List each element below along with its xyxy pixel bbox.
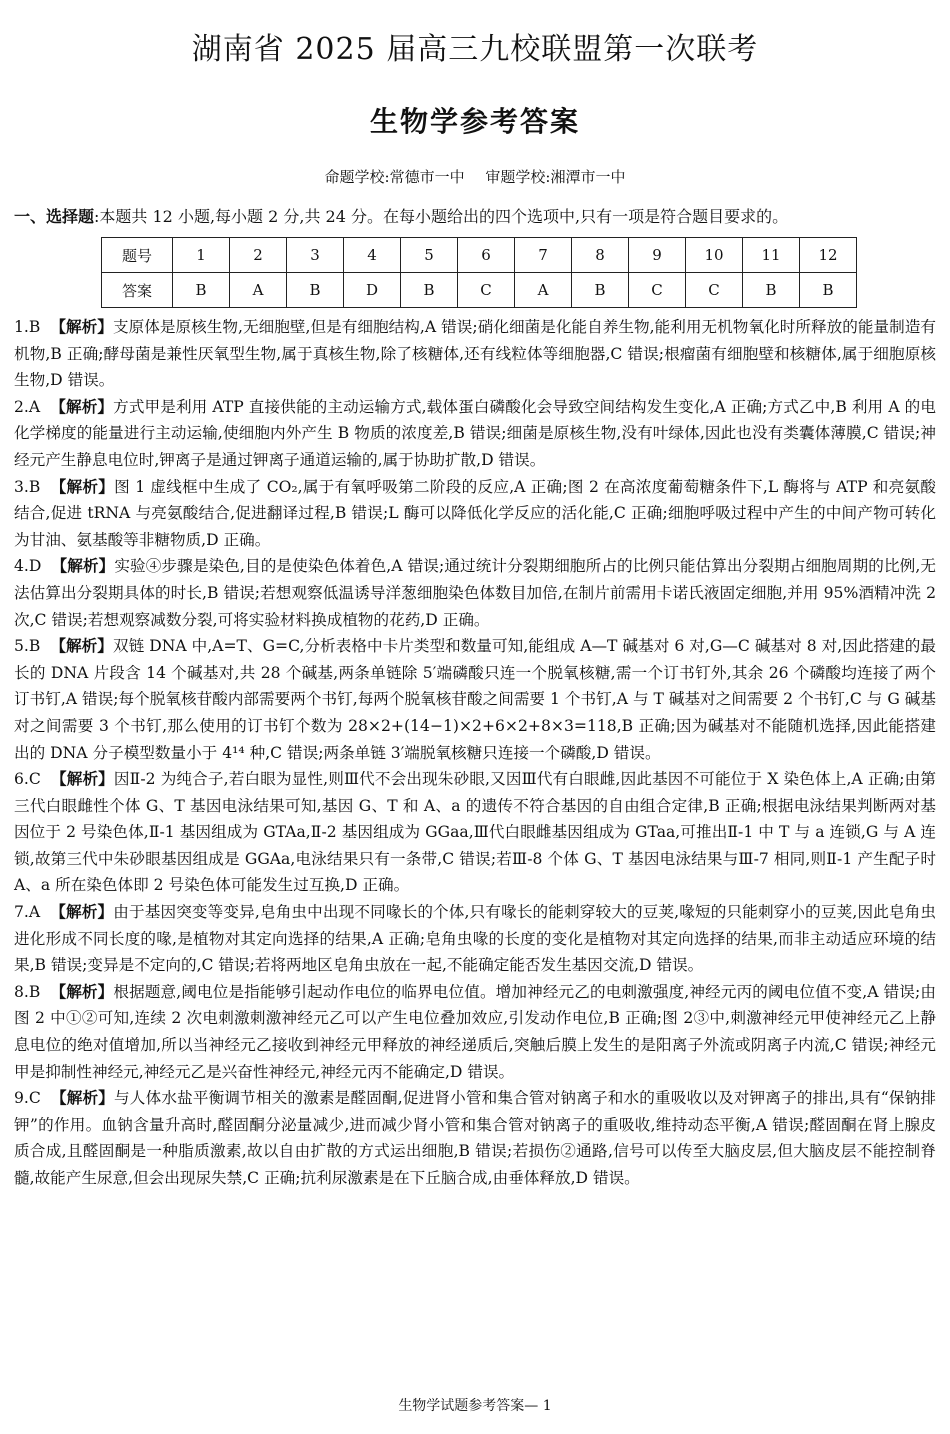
answer-letter: C bbox=[28, 770, 41, 789]
answer-value: C bbox=[686, 273, 743, 308]
answer-table-answer-row bbox=[102, 273, 857, 308]
analysis-tag: 【解析】 bbox=[50, 477, 115, 496]
answer-value: C bbox=[458, 273, 515, 308]
section-heading bbox=[14, 205, 788, 229]
answer-letter: A bbox=[28, 397, 41, 416]
question-number: 1 bbox=[173, 238, 230, 273]
question-label: 9. bbox=[14, 1089, 29, 1108]
question-label: 5. bbox=[14, 637, 29, 656]
analysis-tag: 【解析】 bbox=[50, 397, 114, 416]
question-number: 7 bbox=[515, 238, 572, 273]
answer-value: B bbox=[572, 273, 629, 308]
question-number: 9 bbox=[629, 238, 686, 273]
question-label: 3. bbox=[14, 477, 29, 496]
explanation-text: 双链 DNA 中,A=T、G=C,分析表格中卡片类型和数量可知,能组成 A—T 碱基对 6 对,G—C 碱基对 8 对,因此搭建的最长的 DNA 片段含 14 个碱基对,共 28 个碱基,两条单链除 5′端磷酸只连一个脱氧核糖,需一个订书钉外,其余 26 个磷酸均连接了两个订书钉,A 错误;每个脱氧核苷酸内部需要两个书钉,每两个脱氧核苷酸之间需要 1 个书钉,A 与 T 碱基对之间需要 2 个书钉,C 与 G 碱基对之间需要 3 个书钉,那么使用的订书钉个数为 28×2+(14−1)×2+6×2+8×3=118,B 正确;因为碱基对不能随机选择,因此能搭建出的 DNA 分子模型数量小于 4¹⁴ 种,C 错误;两条单链 3′端脱氧核糖只连接一个磷酸,D 错误。 bbox=[14, 637, 936, 762]
question-label: 2. bbox=[14, 397, 29, 416]
row-label-answer: 答案 bbox=[102, 273, 173, 308]
question-number: 5 bbox=[401, 238, 458, 273]
answer-letter: B bbox=[28, 477, 41, 496]
question-number: 12 bbox=[800, 238, 857, 273]
analysis-tag: 【解析】 bbox=[50, 1089, 115, 1108]
analysis-tag: 【解析】 bbox=[50, 982, 114, 1001]
answer-letter: B bbox=[28, 982, 41, 1001]
explanation-text: 图 1 虚线框中生成了 CO₂,属于有氧呼吸第二阶段的反应,A 正确;图 2 在高浓度葡萄糖条件下,L 酶将与 ATP 和亮氨酸结合,促进 tRNA 与亮氨酸结合,促进翻译过程,B 错误;L 酶可以降低化学反应的活化能,C 正确;细胞呼吸过程中产生的中间产物可转化为甘油、氨基酸等非糖物质,D 正确。 bbox=[14, 477, 936, 549]
question-label: 6. bbox=[14, 770, 29, 789]
question-number: 4 bbox=[344, 238, 401, 273]
explanation-item bbox=[14, 394, 936, 474]
page-footer: 生物学试题参考答案— 1 bbox=[398, 1398, 552, 1414]
analysis-tag: 【解析】 bbox=[50, 903, 114, 922]
explanation-item bbox=[14, 1085, 936, 1191]
answer-letter: B bbox=[28, 637, 41, 656]
question-number: 8 bbox=[572, 238, 629, 273]
explanation-text: 支原体是原核生物,无细胞壁,但是有细胞结构,A 错误;硝化细菌是化能自养生物,能利用无机物氧化时所释放的能量制造有机物,B 正确;酵母菌是兼性厌氧型生物,属于真核生物,除了核糖体,还有线粒体等细胞器,C 错误;根瘤菌有细胞壁和核糖体,属于细胞原核生物,D 错误。 bbox=[14, 318, 936, 390]
section-heading-prefix: 一、选择题 bbox=[14, 207, 95, 226]
question-number: 2 bbox=[230, 238, 287, 273]
analysis-tag: 【解析】 bbox=[50, 318, 113, 336]
explanation-item bbox=[14, 633, 936, 766]
answer-letter: B bbox=[28, 318, 41, 336]
explanation-text: 因Ⅱ-2 为纯合子,若白眼为显性,则Ⅲ代不会出现朱砂眼,又因Ⅲ代有白眼雌,因此基因不可能位于 X 染色体上,A 正确;由第三代白眼雌性个体 G、T 基因电泳结果可知,基因 G、T 和 A、a 的遗传不符合基因的自由组合定律,B 正确;根据电泳结果判断两对基因位于 2 号染色体,Ⅱ-1 基因组成为 GTAa,Ⅱ-2 基因组成为 GGaa,Ⅲ代白眼雌基因组成为 GTaa,可推出Ⅱ-1 中 T 与 a 连锁,G 与 A 连锁,故第三代中朱砂眼基因组成是 GGAa,电泳结果只有一条带,C 错误;若Ⅲ-8 个体 G、T 基因电泳结果与Ⅲ-7 相同,则Ⅱ-1 产生配子时 A、a 所在染色体即 2 号染色体可能发生过互换,D 正确。 bbox=[14, 770, 936, 895]
exam-title: 湖南省 2025 届高三九校联盟第一次联考 bbox=[191, 32, 759, 67]
question-label: 8. bbox=[14, 982, 29, 1001]
setter-school: 命题学校:常德市一中 bbox=[324, 168, 465, 186]
explanation-text: 方式甲是利用 ATP 直接供能的主动运输方式,载体蛋白磷酸化会导致空间结构发生变化,A 正确;方式乙中,B 利用 A 的电化学梯度的能量进行主动运输,使细胞内外产生 B 物质的浓度差,B 错误;细菌是原核生物,没有叶绿体,因此也没有类囊体薄膜,C 错误;神经元产生静息电位时,钾离子是通过钾离子通道运输的,属于协助扩散,D 错误。 bbox=[14, 397, 936, 469]
explanation-item bbox=[14, 314, 936, 394]
analysis-tag: 【解析】 bbox=[50, 637, 113, 656]
explanation-item bbox=[14, 553, 936, 633]
explanation-text: 根据题意,阈电位是指能够引起动作电位的临界电位值。增加神经元乙的电刺激强度,神经元丙的阈电位值不变,A 错误;由图 2 中①②可知,连续 2 次电刺激刺激神经元乙可以产生电位叠加效应,引发动作电位,B 正确;图 2③中,刺激神经元甲使神经元乙上静息电位的绝对值增加,所以当神经元乙接收到神经元甲释放的神经递质后,突触后膜上发生的是阳离子外流或阴离子内流,C 错误;神经元甲是抑制性神经元,神经元乙是兴奋性神经元,神经元丙不能确定,D 错误。 bbox=[14, 982, 936, 1081]
answer-value: D bbox=[344, 273, 401, 308]
question-label: 7. bbox=[14, 903, 29, 922]
question-number: 6 bbox=[458, 238, 515, 273]
question-number: 11 bbox=[743, 238, 800, 273]
answer-value: C bbox=[629, 273, 686, 308]
answer-value: B bbox=[287, 273, 344, 308]
answer-value: B bbox=[743, 273, 800, 308]
answer-table-number-row bbox=[102, 238, 857, 273]
answer-table bbox=[101, 237, 857, 308]
answer-letter: C bbox=[28, 1089, 41, 1108]
row-label-number: 题号 bbox=[102, 238, 173, 273]
reviewer-school: 审题学校:湘潭市一中 bbox=[485, 168, 626, 186]
document-title: 生物学参考答案 bbox=[369, 105, 580, 138]
answer-letter: D bbox=[28, 557, 42, 576]
answer-value: B bbox=[401, 273, 458, 308]
watermark bbox=[83, 490, 226, 552]
answer-value: A bbox=[230, 273, 287, 308]
section-heading-text: :本题共 12 小题,每小题 2 分,共 24 分。在每小题给出的四个选项中,只有一项是符合题目要求的。 bbox=[94, 207, 789, 226]
explanation-text: 由于基因突变等变异,皂角虫中出现不同喙长的个体,只有喙长的能刺穿较大的豆荚,喙短的只能刺穿小的豆荚,因此皂角虫进化形成不同长度的喙,是植物对其定向选择的结果,A 正确;皂角虫喙的长度的变化是植物对其定向选择的结果,而非主动适应环境的结果,B 错误;变异是不定向的,C 错误;若将两地区皂角虫放在一起,不能确定能否发生基因交流,D 错误。 bbox=[14, 903, 936, 975]
explanations-list bbox=[14, 314, 936, 1192]
explanation-text: 与人体水盐平衡调节相关的激素是醛固酮,促进肾小管和集合管对钠离子和水的重吸收以及对钾离子的排出,具有“保钠排钾”的作用。血钠含量升高时,醛固酮分泌量减少,进而减少肾小管和集合管对钠离子的重吸收,维持动态平衡,A 错误;醛固酮在肾上腺皮质合成,且醛固酮是一种脂质激素,故以自由扩散的方式运出细胞,B 错误;若损伤②通路,信号可以传至大脑皮层,但大脑皮层不能控制脊髓,故能产生尿意,但会出现尿失禁,C 正确;抗利尿激素是在下丘脑合成,由垂体释放,D 错误。 bbox=[14, 1089, 936, 1187]
question-number: 10 bbox=[686, 238, 743, 273]
explanation-item bbox=[14, 766, 936, 899]
answer-value: A bbox=[515, 273, 572, 308]
analysis-tag: 【解析】 bbox=[51, 557, 115, 576]
explanation-item bbox=[14, 899, 936, 979]
explanation-item bbox=[14, 979, 936, 1085]
analysis-tag: 【解析】 bbox=[50, 770, 114, 789]
answer-value: B bbox=[800, 273, 857, 308]
question-number: 3 bbox=[287, 238, 344, 273]
explanation-text: 实验④步骤是染色,目的是使染色体着色,A 错误;通过统计分裂期细胞所占的比例只能估算出分裂期占细胞周期的比例,无法估算出分裂期具体的时长,B 错误;若想观察低温诱导洋葱细胞染色体数目加倍,在制片前需用卡诺氏液固定细胞,并用 95%酒精冲洗 2 次,C 错误;若想观察减数分裂,可将实验材料换成植物的花药,D 正确。 bbox=[14, 557, 936, 629]
question-label: 4. bbox=[14, 557, 29, 576]
answer-value: B bbox=[173, 273, 230, 308]
answer-letter: A bbox=[28, 903, 41, 922]
question-label: 1. bbox=[14, 318, 29, 336]
school-credits bbox=[0, 165, 950, 189]
